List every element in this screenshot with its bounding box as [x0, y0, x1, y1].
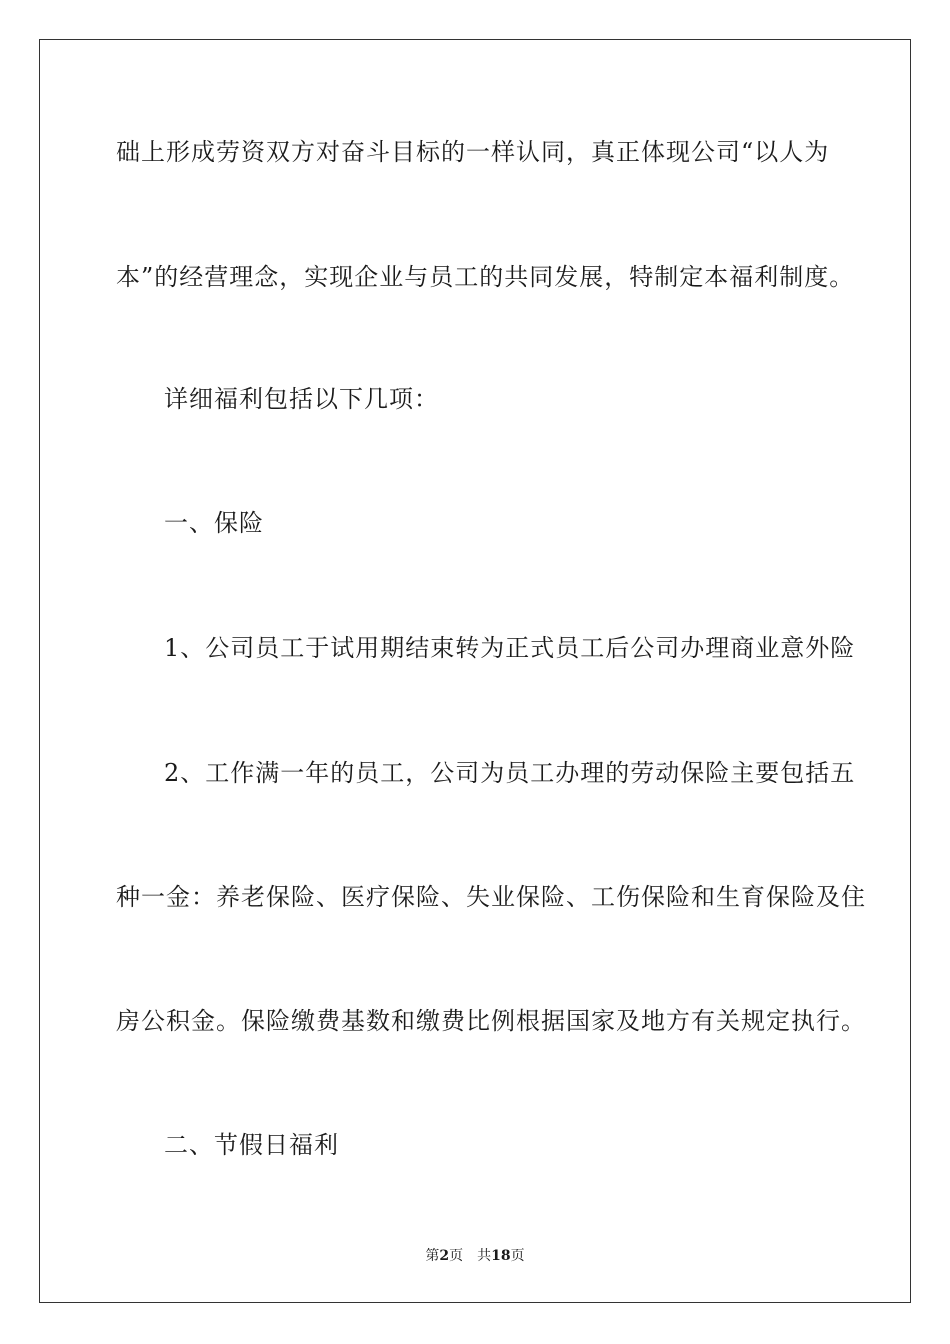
page-footer [0, 1247, 950, 1265]
list-item-2-line-3: 房公积金。保险缴费基数和缴费比例根据国家及地方有关规定执行。 [116, 1007, 866, 1035]
footer-total-prefix: 共 [477, 1248, 492, 1264]
footer-total-pages: 18 [491, 1248, 511, 1264]
footer-page-suffix: 页 [449, 1248, 464, 1264]
body-text-line-1: 础上形成劳资双方对奋斗目标的一样认同，真正体现公司“以人为 [116, 138, 830, 166]
footer-page-prefix: 第 [425, 1248, 440, 1264]
page-border [39, 39, 911, 1303]
intro-text-line: 详细福利包括以下几项： [164, 385, 439, 413]
section-heading-insurance: 一、保险 [164, 509, 264, 537]
list-item-1: 1、公司员工于试用期结束转为正式员工后公司办理商业意外险 [164, 634, 856, 662]
footer-total-suffix: 页 [510, 1248, 525, 1264]
list-item-2-line-1: 2、工作满一年的员工，公司为员工办理的劳动保险主要包括五 [164, 759, 856, 787]
list-item-2-line-2: 种一金：养老保险、医疗保险、失业保险、工伤保险和生育保险及住 [116, 883, 866, 911]
body-text-line-2: 本”的经营理念，实现企业与员工的共同发展，特制定本福利制度。 [116, 263, 855, 291]
section-heading-holiday: 二、节假日福利 [164, 1131, 339, 1159]
footer-page-number: 2 [439, 1248, 450, 1264]
